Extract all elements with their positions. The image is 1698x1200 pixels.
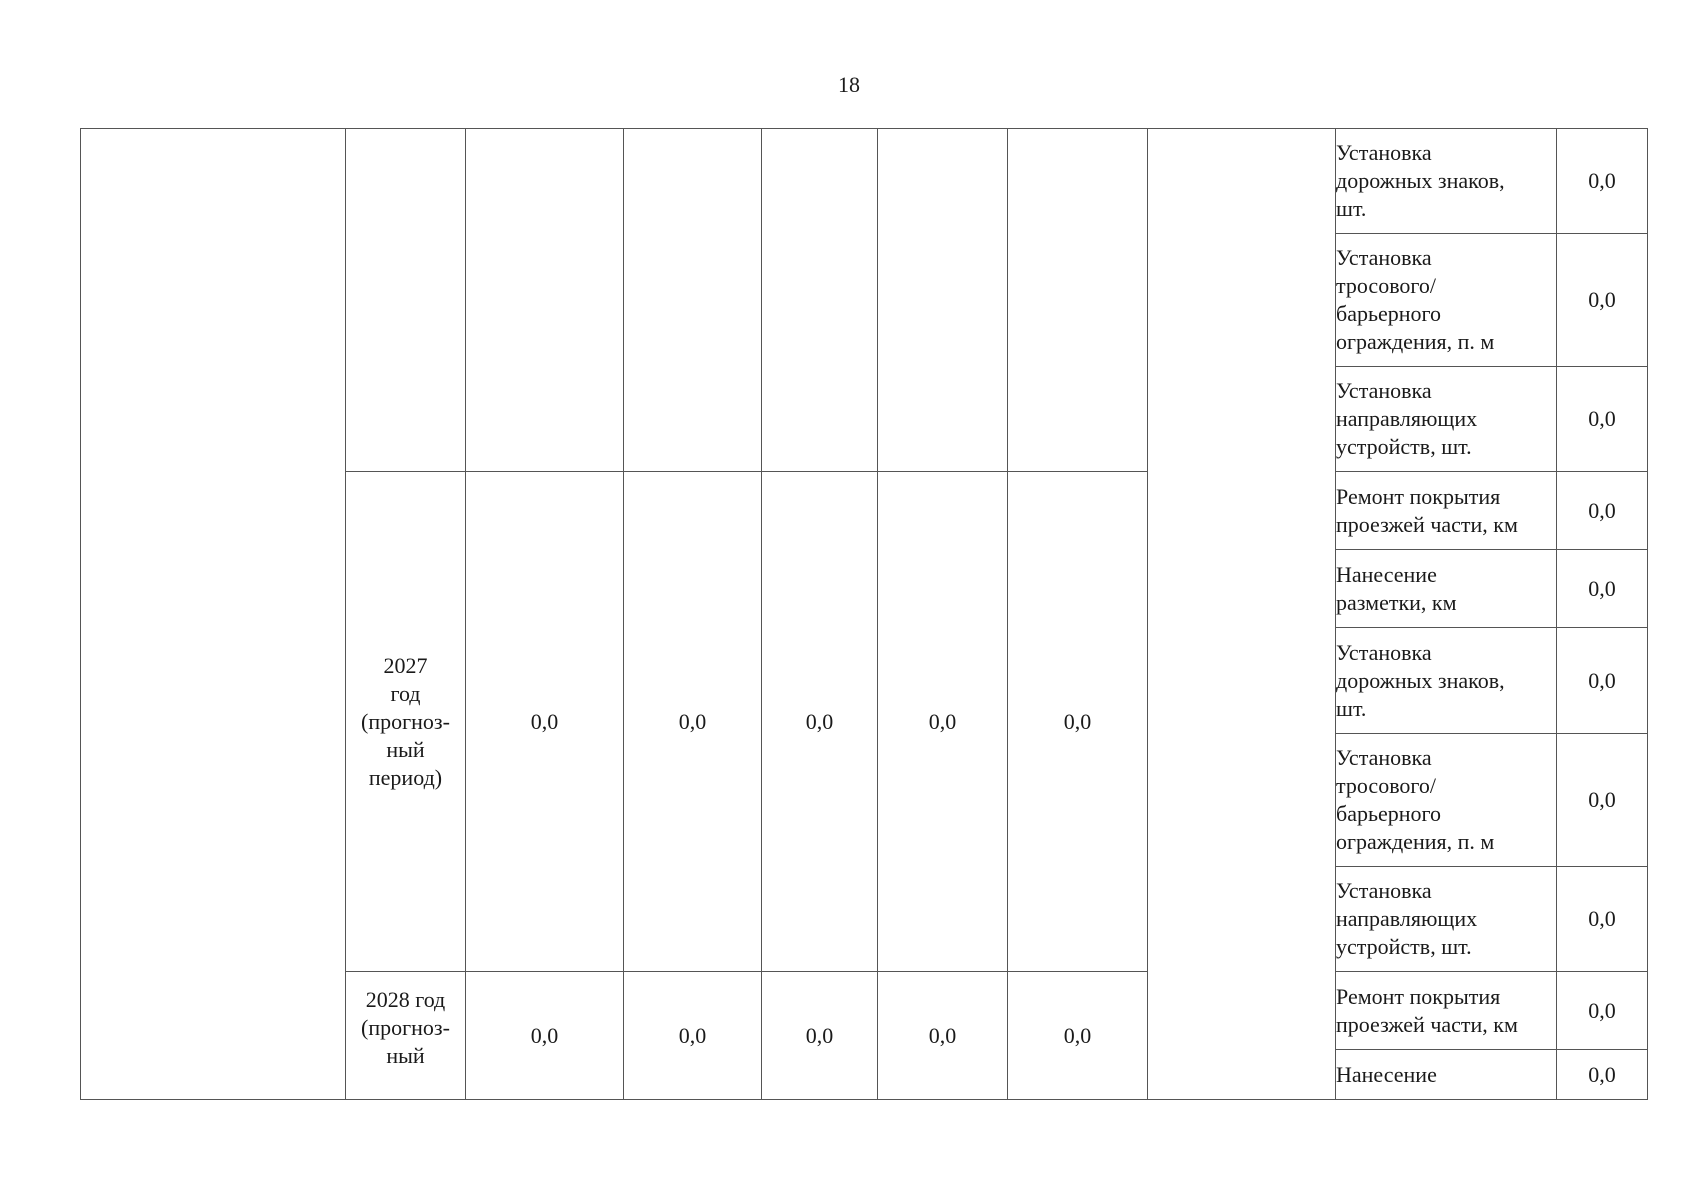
result-value: 0,0 — [1557, 367, 1648, 472]
period-2028: 2028 год (прогноз- ный — [346, 972, 466, 1100]
period-2027: 2027 год (прогноз- ный период) — [346, 472, 466, 972]
period-cell-previous — [346, 129, 466, 472]
table-row — [81, 129, 1648, 234]
result-indicator: Установка тросового/ барьерного ограждения, п. м — [1336, 734, 1557, 867]
result-indicator: Установка дорожных знаков, шт. — [1336, 628, 1557, 734]
result-indicator: Установка тросового/ барьерного ограждения, п. м — [1336, 234, 1557, 367]
value-2027: 0,0 — [466, 472, 624, 972]
result-value: 0,0 — [1557, 734, 1648, 867]
page-number: 18 — [838, 72, 860, 97]
result-value: 0,0 — [1557, 867, 1648, 972]
result-indicator: Нанесение — [1336, 1050, 1557, 1100]
result-value: 0,0 — [1557, 972, 1648, 1050]
executor-cell — [1148, 129, 1336, 1100]
result-value: 0,0 — [1557, 1050, 1648, 1100]
result-value: 0,0 — [1557, 129, 1648, 234]
value-2028: 0,0 — [624, 972, 762, 1100]
value-cell-previous — [762, 129, 878, 472]
result-value: 0,0 — [1557, 550, 1648, 628]
program-table — [80, 128, 1648, 1100]
result-value: 0,0 — [1557, 472, 1648, 550]
value-2028: 0,0 — [466, 972, 624, 1100]
result-indicator: Установка направляющих устройств, шт. — [1336, 367, 1557, 472]
result-value: 0,0 — [1557, 234, 1648, 367]
result-indicator: Установка направляющих устройств, шт. — [1336, 867, 1557, 972]
value-2027: 0,0 — [1008, 472, 1148, 972]
program-name-cell — [81, 129, 346, 1100]
value-cell-previous — [466, 129, 624, 472]
value-2027: 0,0 — [624, 472, 762, 972]
value-2028: 0,0 — [762, 972, 878, 1100]
result-indicator: Ремонт покрытия проезжей части, км — [1336, 472, 1557, 550]
value-2028: 0,0 — [1008, 972, 1148, 1100]
result-indicator: Установка дорожных знаков, шт. — [1336, 129, 1557, 234]
value-2027: 0,0 — [878, 472, 1008, 972]
result-value: 0,0 — [1557, 628, 1648, 734]
value-cell-previous — [624, 129, 762, 472]
value-cell-previous — [1008, 129, 1148, 472]
result-indicator: Ремонт покрытия проезжей части, км — [1336, 972, 1557, 1050]
value-cell-previous — [878, 129, 1008, 472]
result-indicator: Нанесение разметки, км — [1336, 550, 1557, 628]
value-2027: 0,0 — [762, 472, 878, 972]
value-2028: 0,0 — [878, 972, 1008, 1100]
